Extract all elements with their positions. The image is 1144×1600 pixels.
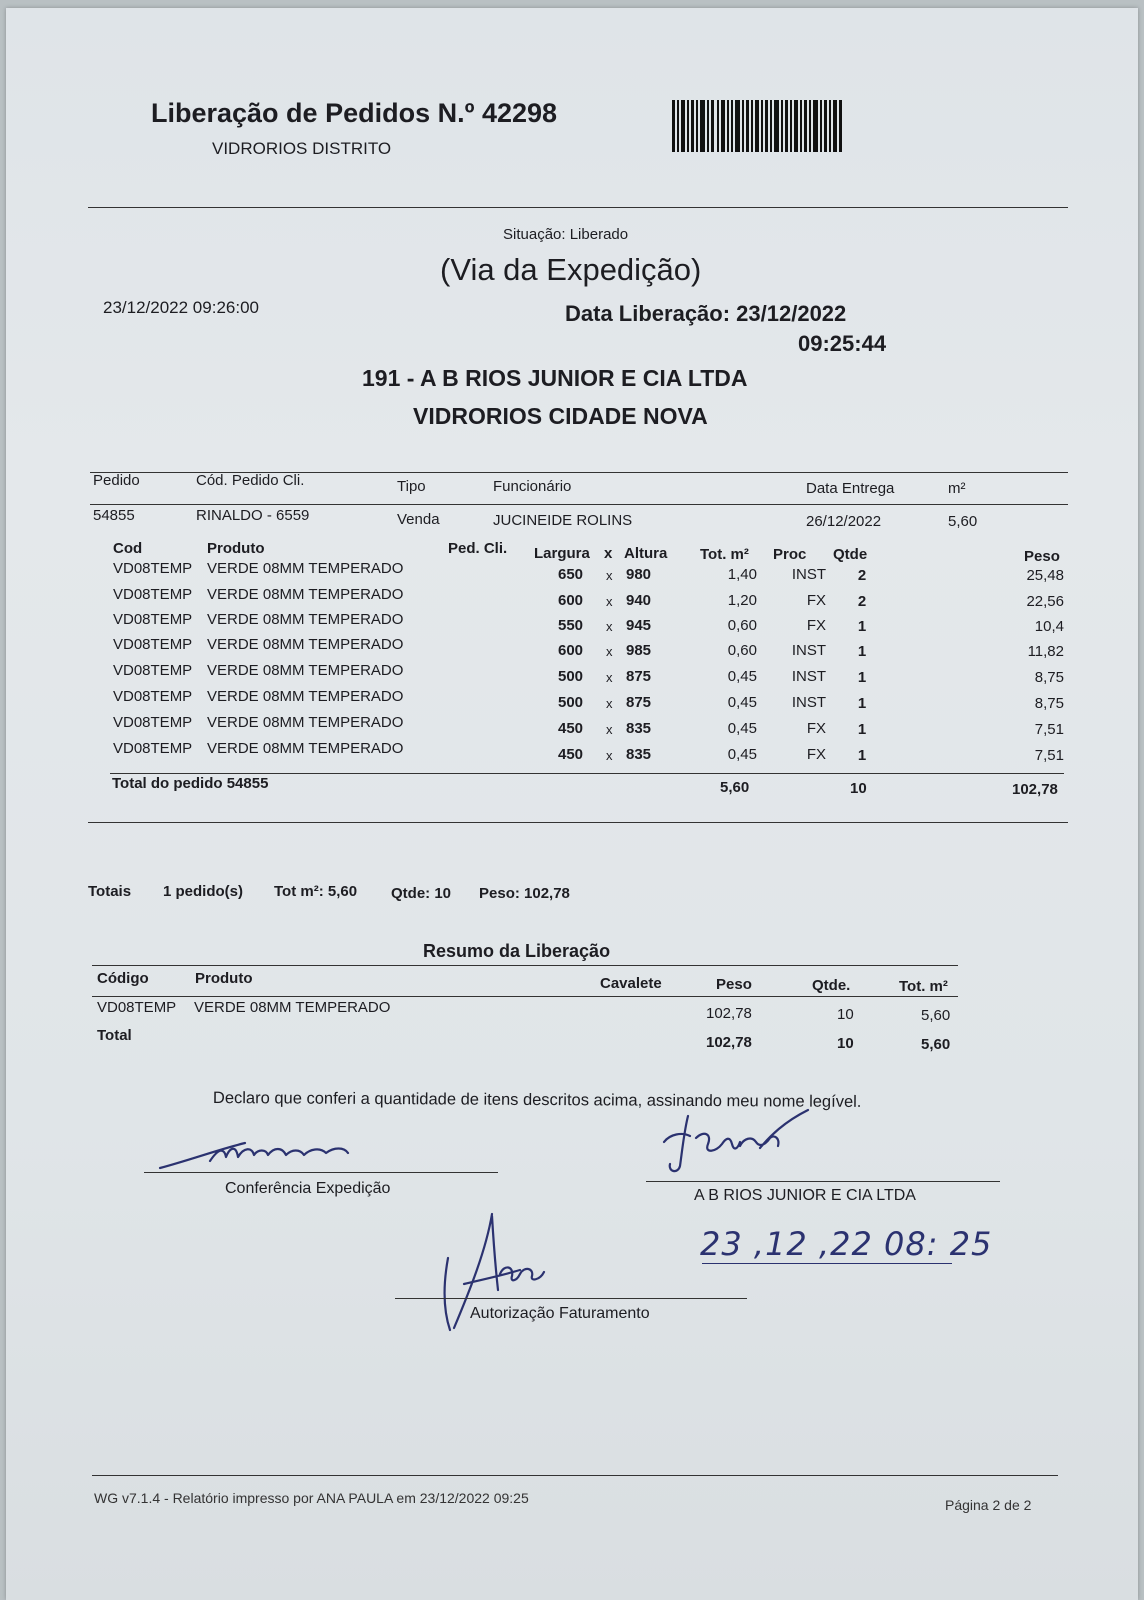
barcode-icon <box>672 100 844 152</box>
totals-pedidos: 1 pedido(s) <box>163 883 244 900</box>
item-tot-m2: 0,45 <box>727 720 757 737</box>
summary-top-rule <box>92 965 958 966</box>
item-largura: 500 <box>558 694 584 711</box>
status-text: Situação: Liberado <box>503 226 629 243</box>
item-cod: VD08TEMP <box>113 611 193 628</box>
item-produto: VERDE 08MM TEMPERADO <box>207 560 404 577</box>
item-altura: 835 <box>626 720 652 737</box>
summary-peso: 102,78 <box>706 1005 752 1022</box>
totals-qtde: Qtde: 10 <box>391 885 452 902</box>
item-largura: 500 <box>558 668 584 685</box>
item-proc: INST <box>791 694 826 711</box>
order-header-row <box>0 472 1144 498</box>
col-tipo: Tipo <box>397 478 426 495</box>
printed-by-text: WG v7.1.4 - Relatório impresso por ANA PAULA em 23/12/2022 09:25 <box>94 1490 529 1506</box>
order-total-qtde: 10 <box>850 780 867 797</box>
item-x: x <box>606 748 613 763</box>
header-divider <box>88 207 1068 208</box>
col-ped-cli: Ped. Cli. <box>448 540 508 557</box>
conferencia-label: Conferência Expedição <box>225 1180 391 1197</box>
summary-title: Resumo da Liberação <box>423 941 611 961</box>
cliente-label: A B RIOS JUNIOR E CIA LTDA <box>694 1187 916 1204</box>
client-store: VIDRORIOS CIDADE NOVA <box>413 403 708 429</box>
col-x: x <box>604 545 613 562</box>
item-peso: 8,75 <box>1034 695 1064 712</box>
handwritten-date: 23 ,12 ,22 08: 25 <box>700 1225 993 1263</box>
summary-total-label: Total <box>97 1027 132 1044</box>
totals-m2: Tot m²: 5,60 <box>274 883 358 900</box>
item-proc: FX <box>806 617 826 634</box>
col-qtde: Qtde <box>833 546 868 563</box>
summary-col-peso: Peso <box>716 976 752 993</box>
order-total-peso: 102,78 <box>1012 781 1058 798</box>
item-qtde: 2 <box>857 593 867 610</box>
item-cod: VD08TEMP <box>113 688 193 705</box>
item-proc: INST <box>791 668 826 685</box>
item-largura: 450 <box>558 746 584 763</box>
item-proc: FX <box>806 746 826 763</box>
item-peso: 8,75 <box>1034 669 1064 686</box>
item-produto: VERDE 08MM TEMPERADO <box>207 714 404 731</box>
handwritten-date-underline <box>702 1263 952 1264</box>
item-produto: VERDE 08MM TEMPERADO <box>207 662 404 679</box>
summary-col-codigo: Código <box>97 970 149 987</box>
item-qtde: 1 <box>857 747 867 764</box>
page-number: Página 2 de 2 <box>945 1497 1032 1513</box>
summary-tot-m2: 5,60 <box>921 1007 951 1024</box>
totals-row <box>0 883 1144 909</box>
item-qtde: 1 <box>857 695 867 712</box>
summary-mid-rule <box>92 996 958 997</box>
summary-qtde: 10 <box>837 1006 854 1023</box>
item-produto: VERDE 08MM TEMPERADO <box>207 688 404 705</box>
signature-cliente <box>660 1108 810 1178</box>
col-m2: m² <box>948 480 966 497</box>
item-tot-m2: 0,45 <box>727 668 757 685</box>
summary-col-qtde: Qtde. <box>812 977 851 994</box>
item-peso: 7,51 <box>1034 747 1064 764</box>
summary-total-row <box>0 1027 1144 1053</box>
copy-label: (Via da Expedição) <box>440 252 702 287</box>
order-mid-rule <box>90 504 1068 505</box>
totals-label: Totais <box>88 883 132 900</box>
declaration-text: Declaro que conferi a quantidade de itens descritos acima, assinando meu nome legível. <box>212 1089 862 1111</box>
item-largura: 600 <box>558 592 584 609</box>
item-produto: VERDE 08MM TEMPERADO <box>207 740 404 757</box>
client-order-code: RINALDO - 6559 <box>196 507 310 524</box>
summary-item-row <box>0 999 1144 1025</box>
items-bottom-rule <box>88 822 1068 823</box>
col-altura: Altura <box>624 545 668 562</box>
item-proc: FX <box>806 592 826 609</box>
summary-total-peso: 102,78 <box>706 1034 752 1051</box>
item-proc: INST <box>791 566 826 583</box>
col-produto: Produto <box>207 540 265 557</box>
signature-line-autorizacao <box>395 1298 747 1299</box>
item-largura: 550 <box>558 617 584 634</box>
summary-produto: VERDE 08MM TEMPERADO <box>194 999 391 1016</box>
col-cod-pedido-cli: Cód. Pedido Cli. <box>196 472 305 489</box>
totals-peso: Peso: 102,78 <box>479 885 570 902</box>
item-x: x <box>606 594 613 609</box>
item-x: x <box>606 696 613 711</box>
col-proc: Proc <box>773 546 807 563</box>
summary-codigo: VD08TEMP <box>97 999 177 1016</box>
table-row <box>0 740 1144 772</box>
item-altura: 875 <box>626 668 652 685</box>
release-date: Data Liberação: 23/12/2022 <box>565 301 847 326</box>
order-number: 54855 <box>93 507 135 524</box>
item-proc: FX <box>806 720 826 737</box>
order-total-label: Total do pedido 54855 <box>112 775 269 792</box>
order-type: Venda <box>397 511 440 528</box>
item-largura: 600 <box>558 642 584 659</box>
item-tot-m2: 0,45 <box>727 746 757 763</box>
col-peso: Peso <box>1024 548 1060 565</box>
document-page <box>6 8 1138 1600</box>
signature-conferencia <box>150 1135 360 1173</box>
item-proc: INST <box>791 642 826 659</box>
item-cod: VD08TEMP <box>113 560 193 577</box>
release-time: 09:25:44 <box>798 331 887 356</box>
item-x: x <box>606 644 613 659</box>
print-datetime: 23/12/2022 09:26:00 <box>103 298 259 317</box>
summary-total-tot-m2: 5,60 <box>921 1036 951 1053</box>
item-produto: VERDE 08MM TEMPERADO <box>207 636 404 653</box>
footer-rule <box>92 1475 1058 1476</box>
item-altura: 875 <box>626 694 652 711</box>
item-peso: 22,56 <box>1026 593 1064 610</box>
item-tot-m2: 1,40 <box>727 566 757 583</box>
delivery-date: 26/12/2022 <box>806 513 882 530</box>
item-x: x <box>606 722 613 737</box>
employee: JUCINEIDE ROLINS <box>493 512 633 529</box>
order-total-m2: 5,60 <box>720 779 750 796</box>
item-altura: 940 <box>626 592 652 609</box>
item-x: x <box>606 568 613 583</box>
item-peso: 11,82 <box>1027 643 1064 660</box>
col-largura: Largura <box>534 545 590 562</box>
col-cod: Cod <box>113 540 143 557</box>
item-produto: VERDE 08MM TEMPERADO <box>207 586 404 603</box>
client-line: 191 - A B RIOS JUNIOR E CIA LTDA <box>362 365 748 391</box>
col-tot-m2: Tot. m² <box>700 546 749 563</box>
company-name: VIDRORIOS DISTRITO <box>212 139 392 158</box>
item-x: x <box>606 619 613 634</box>
autorizacao-label: Autorização Faturamento <box>470 1305 650 1322</box>
item-altura: 835 <box>626 746 652 763</box>
item-altura: 980 <box>626 566 652 583</box>
item-cod: VD08TEMP <box>113 636 193 653</box>
summary-header-row <box>0 970 1144 996</box>
item-tot-m2: 0,45 <box>727 694 757 711</box>
item-largura: 650 <box>558 566 584 583</box>
item-qtde: 1 <box>857 618 867 635</box>
item-peso: 10,4 <box>1034 618 1064 635</box>
item-tot-m2: 0,60 <box>727 642 757 659</box>
col-funcionario: Funcionário <box>493 478 572 495</box>
summary-col-produto: Produto <box>195 970 253 987</box>
col-data-entrega: Data Entrega <box>806 480 895 497</box>
item-largura: 450 <box>558 720 584 737</box>
summary-col-tot-m2: Tot. m² <box>899 978 948 995</box>
items-total-row <box>0 775 1144 801</box>
item-tot-m2: 0,60 <box>727 617 757 634</box>
item-cod: VD08TEMP <box>113 586 193 603</box>
items-total-rule <box>110 773 1064 774</box>
document-title: Liberação de Pedidos N.º 42298 <box>151 98 558 128</box>
item-cod: VD08TEMP <box>113 662 193 679</box>
order-m2: 5,60 <box>948 513 978 530</box>
item-qtde: 1 <box>857 721 867 738</box>
signature-line-cliente <box>646 1181 1000 1182</box>
item-cod: VD08TEMP <box>113 740 193 757</box>
item-altura: 985 <box>626 642 652 659</box>
signature-line-conferencia <box>144 1172 498 1173</box>
item-altura: 945 <box>626 617 652 634</box>
item-qtde: 1 <box>857 643 867 660</box>
item-produto: VERDE 08MM TEMPERADO <box>207 611 404 628</box>
item-peso: 25,48 <box>1026 567 1064 584</box>
item-tot-m2: 1,20 <box>727 592 757 609</box>
summary-total-qtde: 10 <box>837 1035 854 1052</box>
summary-col-cavalete: Cavalete <box>600 975 662 992</box>
item-cod: VD08TEMP <box>113 714 193 731</box>
item-qtde: 2 <box>857 567 867 584</box>
item-peso: 7,51 <box>1034 721 1064 738</box>
order-values-row <box>0 507 1144 533</box>
item-x: x <box>606 670 613 685</box>
item-qtde: 1 <box>857 669 867 686</box>
col-pedido: Pedido <box>93 472 140 489</box>
